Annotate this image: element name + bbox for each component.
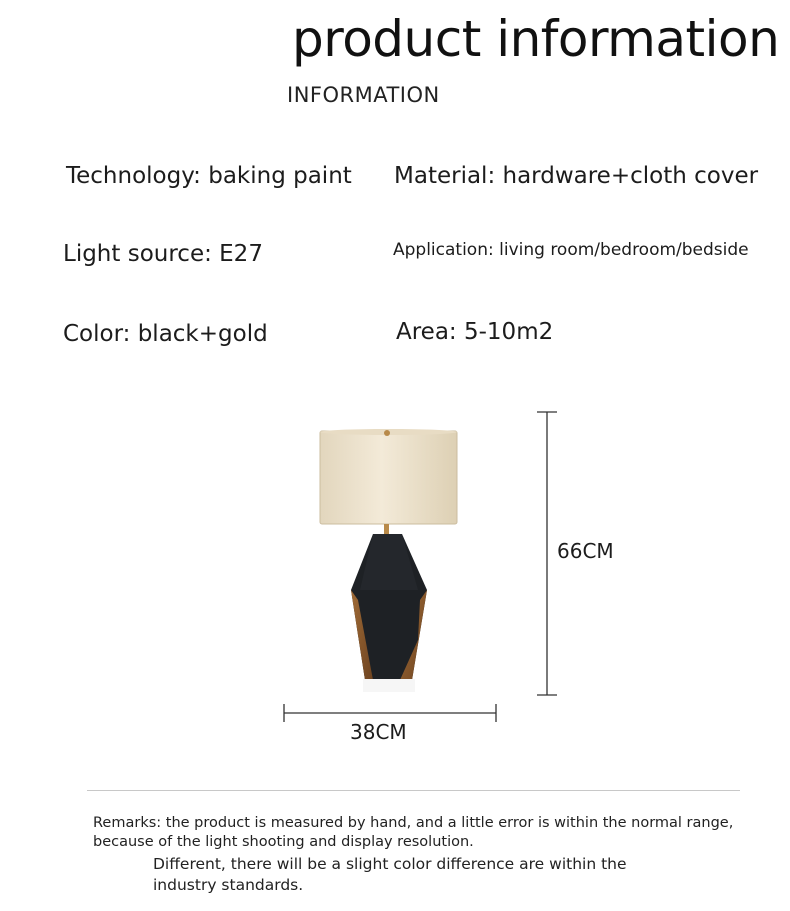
remarks-text: Remarks: the product is measured by hand, and a little error is within the normal range, because of the light shooting and display resolution.	[93, 815, 734, 850]
width-label: 38CM	[350, 720, 407, 744]
spec-application: Application: living room/bedroom/bedside	[393, 240, 749, 260]
spec-color: Color: black+gold	[63, 321, 268, 347]
divider	[87, 790, 740, 791]
spec-light-source: Light source: E27	[63, 241, 263, 267]
lamp-finial	[384, 430, 390, 436]
lamp-base-foot	[363, 679, 415, 692]
spec-technology: Technology: baking paint	[66, 163, 352, 189]
lamp-shade	[320, 431, 457, 524]
height-label: 66CM	[557, 539, 614, 563]
lamp-base-facet	[360, 534, 418, 590]
spec-area: Area: 5-10m2	[396, 319, 554, 345]
page-title: product information	[292, 10, 780, 68]
spec-material: Material: hardware+cloth cover	[394, 163, 759, 189]
section-subtitle: INFORMATION	[287, 83, 440, 107]
remarks-text-continued: Different, there will be a slight color difference are within the industry standards.	[153, 855, 627, 894]
